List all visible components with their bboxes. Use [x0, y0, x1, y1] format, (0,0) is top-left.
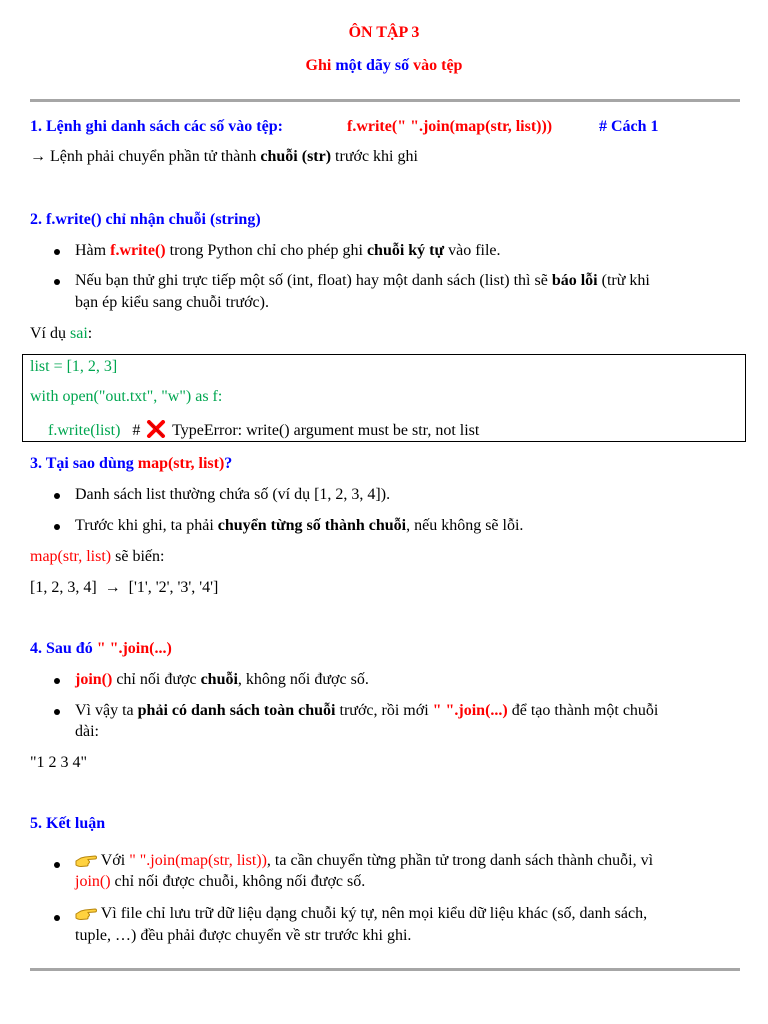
section-5-bullet-2-line-2: tuple, …) đều phải được chuyển về str trước khi ghi. — [75, 927, 412, 944]
section-5-bullet-1-line-1: Với " ".join(map(str, list)), ta cần chuyển từng phần tử trong danh sách thành chuỗi, vì — [75, 850, 653, 872]
code-line-2: with open("out.txt", "w") as f: — [30, 388, 223, 405]
bullet-dot — [54, 862, 60, 868]
red-x-icon — [146, 420, 166, 438]
section-5-bullet-1-line-2: join() chỉ nối được chuỗi, không nối được số. — [75, 873, 366, 890]
section-5-heading: 5. Kết luận — [30, 815, 106, 832]
page-title: ÔN TẬP 3 — [348, 24, 420, 41]
section-1-code: f.write(" ".join(map(str, list))) — [347, 118, 553, 135]
section-2-bullet-2-line-1: Nếu bạn thử ghi trực tiếp một số (int, float) hay một danh sách (list) thì sẽ báo lỗi (trừ khi — [75, 272, 650, 289]
code-line-3: f.write(list) # TypeError: write() argument must be str, not list — [48, 422, 480, 439]
subtitle-word-1: Ghi — [305, 57, 332, 74]
section-1-heading: 1. Lệnh ghi danh sách các số vào tệp: — [30, 118, 283, 135]
page-subtitle — [0, 55, 768, 77]
top-divider — [30, 99, 740, 102]
arrow-icon: → — [30, 148, 46, 165]
section-1-line: → Lệnh phải chuyển phần tử thành chuỗi (str) trước khi ghi — [30, 148, 418, 165]
bullet-dot — [54, 915, 60, 921]
section-4-bullet-2-line-2: dài: — [75, 723, 99, 740]
bullet-dot — [54, 279, 60, 285]
pointing-hand-icon — [75, 905, 97, 921]
arrow-icon: → — [104, 579, 121, 596]
bullet-dot — [54, 678, 60, 684]
bullet-dot — [54, 709, 60, 715]
section-3-bullet-1: Danh sách list thường chứa số (ví dụ [1, 2, 3, 4]). — [75, 486, 391, 503]
section-4-bullet-1: join() chỉ nối được chuỗi, không nối được số. — [75, 671, 369, 688]
map-explanation: map(str, list) sẽ biến: — [30, 548, 165, 565]
bullet-dot — [54, 249, 60, 255]
bullet-dot — [54, 493, 60, 499]
section-2-bullet-1: Hàm f.write() trong Python chỉ cho phép ghi chuỗi ký tự vào file. — [75, 242, 501, 259]
section-4-heading: 4. Sau đó " ".join(...) — [30, 640, 172, 657]
bottom-divider — [30, 968, 740, 971]
example-label: Ví dụ sai: — [30, 325, 93, 342]
join-result: "1 2 3 4" — [30, 754, 88, 771]
section-4-bullet-2-line-1: Vì vậy ta phải có danh sách toàn chuỗi trước, rồi mới " ".join(...) để tạo thành một chuỗi — [75, 702, 659, 719]
bullet-dot — [54, 524, 60, 530]
section-2-bullet-2-line-2: bạn ép kiểu sang chuỗi trước). — [75, 294, 269, 311]
section-3-bullet-2: Trước khi ghi, ta phải chuyển từng số thành chuỗi, nếu không sẽ lỗi. — [75, 517, 524, 534]
code-line-1: list = [1, 2, 3] — [30, 358, 118, 375]
subtitle-word-2: một dãy số — [335, 57, 410, 74]
section-1-note: # Cách 1 — [599, 118, 659, 135]
map-example: [1, 2, 3, 4] → ['1', '2', '3', '4'] — [30, 579, 219, 596]
pointing-hand-icon — [75, 852, 97, 868]
subtitle-word-3: vào tệp — [413, 57, 463, 74]
section-2-heading: 2. f.write() chỉ nhận chuỗi (string) — [30, 211, 261, 228]
section-5-bullet-2-line-1: Vì file chỉ lưu trữ dữ liệu dạng chuỗi ký tự, nên mọi kiểu dữ liệu khác (số, danh sách, — [75, 903, 647, 925]
section-3-heading: 3. Tại sao dùng map(str, list)? — [30, 455, 233, 472]
